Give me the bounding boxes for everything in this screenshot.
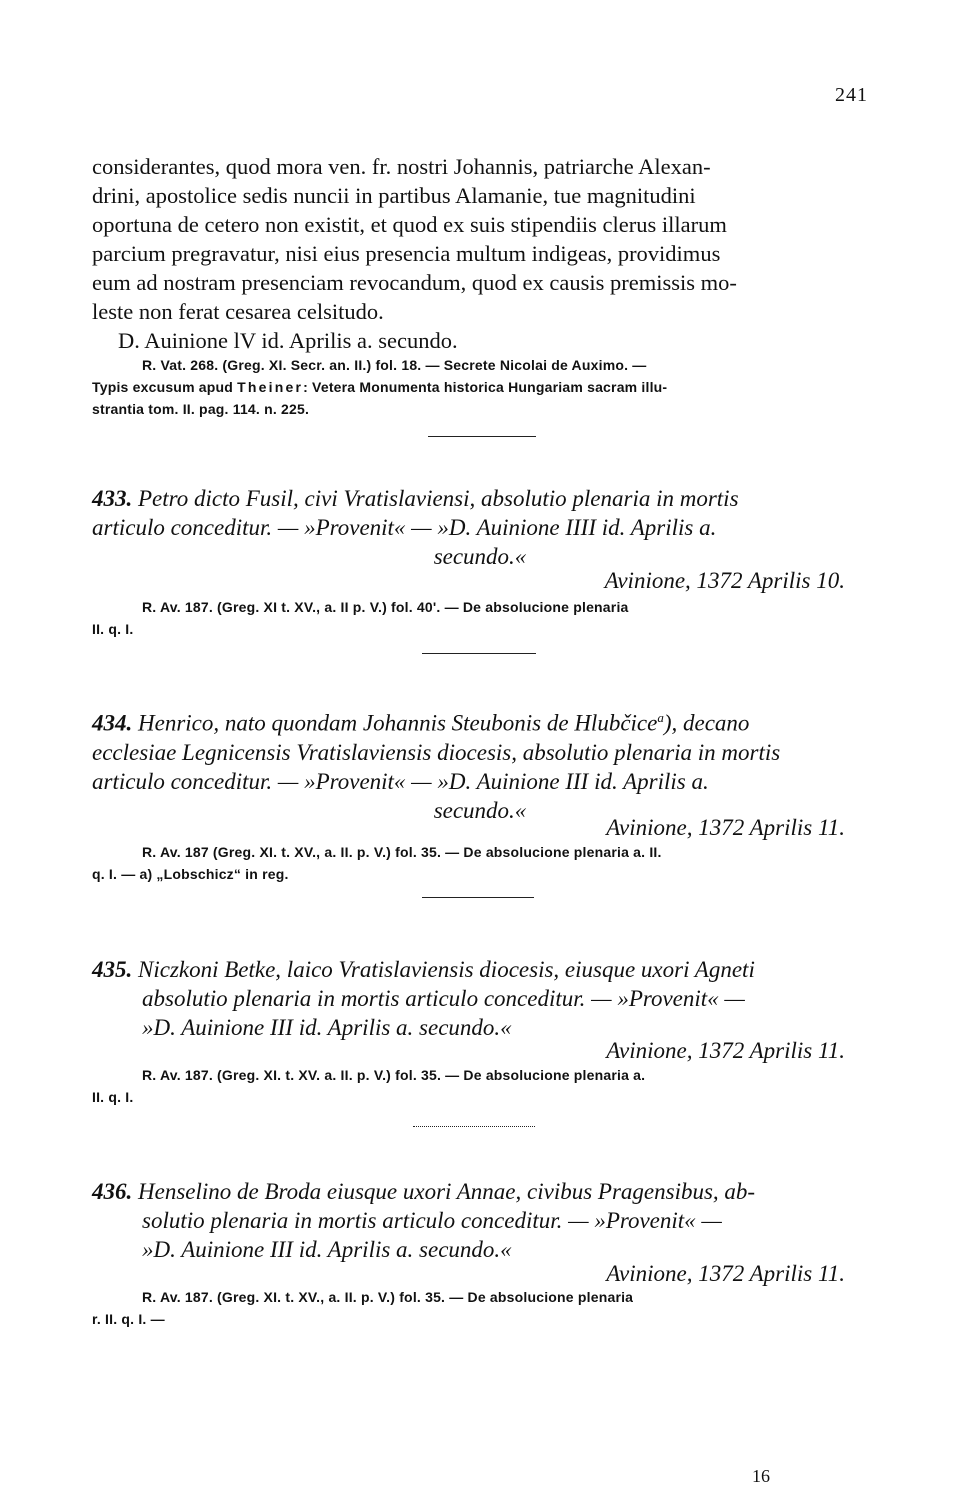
footnote-marker: a	[657, 710, 664, 725]
signature-mark: 16	[752, 1466, 770, 1486]
entry-line: ecclesiae Legnicensis Vratislaviensis diocesis, absolutio plenaria in mortis	[92, 739, 781, 765]
entry-note	[92, 1286, 868, 1330]
source-author: Theiner	[237, 379, 304, 395]
note-line: II. q. I.	[92, 621, 134, 637]
separator-rule	[428, 436, 536, 437]
entry-place-date: Avinione, 1372 Aprilis 10.	[604, 568, 845, 593]
entry-line: articulo conceditur. — »Provenit« — »D. Auinione IIII id. Aprilis a.	[92, 515, 717, 540]
entry-line: absolutio plenaria in mortis articulo conceditur. — »Provenit« —	[142, 986, 745, 1011]
note-line: R. Av. 187. (Greg. XI. t. XV. a. II. p. V.) fol. 35. — De absolucione plenaria a.	[142, 1067, 646, 1083]
entry-434	[92, 703, 868, 825]
intro-dating: D. Auinione lV id. Aprilis a. secundo.	[118, 328, 458, 353]
source-line: R. Vat. 268. (Greg. XI. Secr. an. II.) fol. 18. — Secrete Nicolai de Auximo. —	[142, 357, 647, 373]
entry-436	[92, 1177, 868, 1264]
separator-rule	[422, 897, 534, 898]
intro-line: oportuna de cetero non existit, et quod ex suis stipendiis clerus illarum	[92, 212, 727, 237]
note-line: II. q. I.	[92, 1089, 134, 1105]
entry-line: »D. Auinione III id. Aprilis a. secundo.«	[142, 1237, 512, 1262]
entry-number: 433.	[92, 486, 133, 511]
page-number: 241	[835, 84, 868, 106]
entry-line: secundo.«	[433, 544, 527, 569]
note-line: q. I. — a) „Lobschicz“ in reg.	[92, 866, 289, 882]
note-line: R. Av. 187. (Greg. XI t. XV., a. II p. V.) fol. 40'. — De absolucione plenaria	[142, 599, 629, 615]
entry-line: »D. Auinione III id. Aprilis a. secundo.«	[142, 1015, 512, 1040]
entry-place-date: Avinione, 1372 Aprilis 11.	[606, 1261, 845, 1286]
note-line: R. Av. 187 (Greg. XI. t. XV., a. II. p. V.) fol. 35. — De absolucione plenaria a. II.	[142, 844, 662, 860]
entry-place-date: Avinione, 1372 Aprilis 11.	[606, 815, 845, 840]
entry-number: 436.	[92, 1179, 133, 1204]
entry-note	[92, 841, 868, 885]
separator-rule	[413, 1126, 535, 1127]
source-line-part: : Vetera Monumenta historica Hungariam sacram illu-	[303, 379, 668, 395]
entry-435	[92, 955, 868, 1042]
intro-line: considerantes, quod mora ven. fr. nostri Johannis, patriarche Alexan-	[92, 154, 711, 179]
entry-number: 434.	[92, 710, 133, 736]
entry-line: secundo.«	[433, 797, 527, 823]
intro-line: eum ad nostram presenciam revocandum, quod ex causis premissis mo-	[92, 270, 737, 295]
source-line: strantia tom. II. pag. 114. n. 225.	[92, 401, 310, 417]
note-line: r. II. q. I. —	[92, 1311, 165, 1327]
source-line-part: Typis excusum apud	[92, 379, 238, 395]
intro-line: parcium pregravatur, nisi eius presencia multum indigeas, providimus	[92, 241, 721, 266]
separator-rule	[422, 653, 536, 654]
intro-source	[92, 354, 868, 420]
entry-number: 435.	[92, 957, 133, 982]
entry-433	[92, 484, 868, 571]
entry-line: Petro dicto Fusil, civi Vratislaviensi, absolutio plenaria in mortis	[138, 486, 739, 511]
entry-place-date: Avinione, 1372 Aprilis 11.	[606, 1038, 845, 1063]
entry-line: ), decano	[663, 710, 750, 736]
note-line: R. Av. 187. (Greg. XI. t. XV., a. II. p. V.) fol. 35. — De absolucione plenaria	[142, 1289, 634, 1305]
intro-line: drini, apostolice sedis nuncii in partibus Alamanie, tue magnitudini	[92, 183, 696, 208]
entry-line: Niczkoni Betke, laico Vratislaviensis diocesis, eiusque uxori Agneti	[138, 957, 755, 982]
entry-line: Henrico, nato quondam Johannis Steubonis de Hlubčice	[138, 710, 658, 736]
intro-paragraph	[92, 152, 868, 326]
entry-line: Henselino de Broda eiusque uxori Annae, civibus Pragensibus, ab-	[138, 1179, 756, 1204]
intro-line: leste non ferat cesarea celsitudo.	[92, 299, 384, 324]
entry-line: articulo conceditur. — »Provenit« — »D. Auinione III id. Aprilis a.	[92, 768, 709, 794]
entry-note	[92, 596, 868, 640]
entry-line: solutio plenaria in mortis articulo conceditur. — »Provenit« —	[142, 1208, 722, 1233]
entry-note	[92, 1064, 868, 1108]
